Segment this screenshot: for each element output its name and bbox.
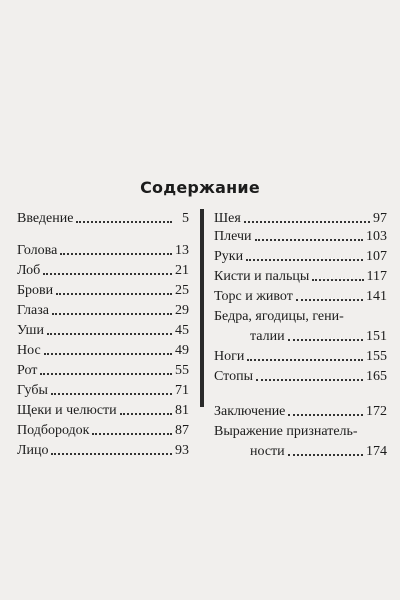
toc-entry[interactable] bbox=[17, 321, 189, 339]
toc-entry-page: 151 bbox=[366, 329, 387, 344]
toc-entry-label: Руки bbox=[214, 249, 244, 264]
toc-entry-label: Лоб bbox=[17, 263, 41, 278]
toc-entry-page: 25 bbox=[175, 283, 189, 298]
toc-entry-label: Глаза bbox=[17, 303, 49, 318]
dot-leader bbox=[244, 221, 370, 223]
toc-entry[interactable] bbox=[214, 247, 387, 265]
toc-entry-page: 165 bbox=[366, 369, 387, 384]
toc-entry[interactable] bbox=[17, 441, 189, 459]
dot-leader bbox=[56, 293, 172, 295]
toc-entry-label: Кисти и пальцы bbox=[214, 269, 310, 284]
dot-leader bbox=[60, 253, 172, 255]
toc-entry-label-continued: ности bbox=[250, 444, 285, 459]
column-divider bbox=[200, 209, 204, 407]
toc-entry[interactable] bbox=[214, 209, 387, 227]
toc-entry[interactable] bbox=[214, 267, 387, 285]
dot-leader bbox=[43, 273, 172, 275]
dot-leader bbox=[312, 279, 363, 281]
toc-entry[interactable] bbox=[17, 281, 189, 299]
dot-leader bbox=[288, 454, 363, 456]
toc-entry-line2[interactable] bbox=[214, 442, 387, 460]
toc-entry-page: 5 bbox=[182, 211, 189, 226]
dot-leader bbox=[296, 299, 363, 301]
toc-entry-page: 87 bbox=[175, 423, 189, 438]
toc-entry-label: Выражение признатель- bbox=[214, 424, 358, 439]
toc-entry-label-continued: талии bbox=[250, 329, 285, 344]
toc-entry[interactable] bbox=[17, 341, 189, 359]
toc-entry[interactable] bbox=[17, 241, 189, 259]
toc-entry[interactable] bbox=[214, 402, 387, 420]
toc-entry-line1[interactable] bbox=[214, 307, 387, 325]
toc-entry-label: Голова bbox=[17, 243, 58, 258]
dot-leader bbox=[255, 239, 364, 241]
toc-entry-page: 45 bbox=[175, 323, 189, 338]
toc-entry-page: 81 bbox=[175, 403, 189, 418]
toc-entry[interactable] bbox=[17, 381, 189, 399]
toc-entry-label: Шея bbox=[214, 211, 241, 226]
toc-entry-label: Подбородок bbox=[17, 423, 90, 438]
toc-entry[interactable] bbox=[214, 367, 387, 385]
toc-entry-label: Торс и живот bbox=[214, 289, 293, 304]
toc-entry-page: 141 bbox=[366, 289, 387, 304]
toc-entry-label: Рот bbox=[17, 363, 38, 378]
toc-entry[interactable] bbox=[17, 261, 189, 279]
toc-entry-label: Нос bbox=[17, 343, 41, 358]
toc-entry-page: 13 bbox=[175, 243, 189, 258]
toc-entry-label: Заключение bbox=[214, 404, 286, 419]
toc-entry[interactable] bbox=[17, 209, 189, 227]
toc-entry-page: 117 bbox=[366, 269, 387, 284]
dot-leader bbox=[247, 359, 363, 361]
toc-entry-label: Губы bbox=[17, 383, 48, 398]
toc-entry[interactable] bbox=[17, 301, 189, 319]
toc-entry-page: 49 bbox=[175, 343, 189, 358]
dot-leader bbox=[246, 259, 363, 261]
toc-entry[interactable] bbox=[214, 287, 387, 305]
toc-entry-page: 21 bbox=[175, 263, 189, 278]
toc-entry-label: Ноги bbox=[214, 349, 245, 364]
toc-entry-page: 97 bbox=[373, 211, 387, 226]
toc-entry[interactable] bbox=[214, 227, 387, 245]
dot-leader bbox=[51, 453, 172, 455]
toc-entry[interactable] bbox=[17, 401, 189, 419]
toc-entry-page: 172 bbox=[366, 404, 387, 419]
dot-leader bbox=[76, 221, 172, 223]
dot-leader bbox=[92, 433, 172, 435]
toc-entry-line2[interactable] bbox=[214, 327, 387, 345]
dot-leader bbox=[47, 333, 172, 335]
toc-entry-label: Уши bbox=[17, 323, 44, 338]
dot-leader bbox=[52, 313, 172, 315]
dot-leader bbox=[288, 414, 363, 416]
toc-entry[interactable] bbox=[17, 421, 189, 439]
toc-entry-label: Плечи bbox=[214, 229, 252, 244]
dot-leader bbox=[44, 353, 172, 355]
toc-entry-label: Бедра, ягодицы, гени- bbox=[214, 309, 344, 324]
toc-entry-label: Брови bbox=[17, 283, 54, 298]
toc-entry-label: Стопы bbox=[214, 369, 253, 384]
toc-entry-label: Щеки и челюсти bbox=[17, 403, 117, 418]
toc-entry-page: 71 bbox=[175, 383, 189, 398]
toc-entry[interactable] bbox=[214, 347, 387, 365]
toc-entry-label: Введение bbox=[17, 211, 74, 226]
toc-entry-line1[interactable] bbox=[214, 422, 387, 440]
dot-leader bbox=[51, 393, 172, 395]
toc-entry-page: 107 bbox=[366, 249, 387, 264]
toc-entry-page: 55 bbox=[175, 363, 189, 378]
dot-leader bbox=[256, 379, 363, 381]
toc-entry-label: Лицо bbox=[17, 443, 49, 458]
dot-leader bbox=[40, 373, 172, 375]
toc-entry-page: 93 bbox=[175, 443, 189, 458]
toc-entry[interactable] bbox=[17, 361, 189, 379]
dot-leader bbox=[120, 413, 172, 415]
toc-entry-page: 103 bbox=[366, 229, 387, 244]
toc-entry-page: 174 bbox=[366, 444, 387, 459]
dot-leader bbox=[288, 339, 363, 341]
toc-entry-page: 155 bbox=[366, 349, 387, 364]
page-title: Содержание bbox=[140, 178, 260, 197]
toc-entry-page: 29 bbox=[175, 303, 189, 318]
